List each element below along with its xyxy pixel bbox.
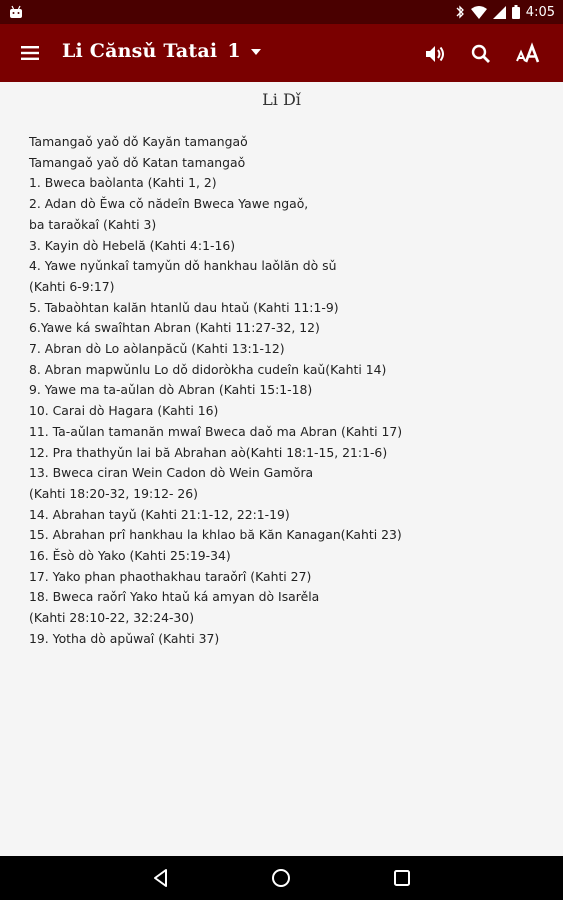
text-line: Tamangaǒ yaǒ dǒ Kayăn tamangaǒ: [29, 134, 248, 149]
dropdown-caret-icon: [251, 49, 261, 55]
navigation-bar: [0, 856, 563, 900]
text-line: 3. Kayin dò Hebelă (Kahti 4:1-16): [29, 237, 236, 253]
battery-icon: [512, 5, 520, 19]
text-line: 9. Yawe ma ta-aǔlan dò Abran (Kahti 15:1-18): [29, 382, 313, 398]
text-line: 12. Pra thathyǔn lai bă Abrahan aò(Kahti 18:1-15, 21:1-6): [29, 444, 388, 460]
text-size-icon[interactable]: [515, 41, 541, 67]
menu-icon[interactable]: [18, 41, 42, 65]
app-bar: [0, 24, 563, 82]
recents-icon[interactable]: [391, 867, 413, 889]
wifi-icon: [471, 6, 487, 19]
text-line: 4. Yawe nyǔnkaî tamyǔn dǒ hankhau laǒlăn dò sǔ: [29, 258, 337, 274]
status-time: 4:05: [525, 4, 555, 20]
android-icon: [8, 4, 24, 20]
text-line: 10. Carai dò Hagara (Kahti 16): [29, 403, 219, 419]
text-line: 5. Tabaòhtan kalăn htanlǔ dau htaǔ (Kahti 11:1-9): [29, 299, 339, 315]
chapter-number: 1: [227, 40, 241, 62]
section-heading: Li Dǐ: [262, 90, 301, 109]
book-chapter-selector[interactable]: [62, 40, 261, 62]
bluetooth-icon: [455, 5, 465, 19]
text-line: 6.Yawe ká swaîhtan Abran (Kahti 11:27-32, 12): [29, 320, 320, 336]
text-line: 1. Bweca baòlanta (Kahti 1, 2): [29, 175, 217, 191]
content-lines: [29, 132, 549, 650]
home-icon[interactable]: [270, 867, 292, 889]
status-bar: [0, 0, 563, 24]
text-line: (Kahti 18:20-32, 19:12- 26): [29, 485, 198, 501]
text-line: 19. Yotha dò apǔwaî (Kahti 37): [29, 630, 220, 646]
back-icon[interactable]: [150, 867, 172, 889]
text-line: 17. Yako phan phaothakhau taraǒrî (Kahti 27): [29, 568, 312, 584]
signal-icon: [493, 6, 506, 19]
text-line: Tamangaǒ yaǒ dǒ Katan tamangaǒ: [29, 154, 246, 170]
text-line: 13. Bweca ciran Wein Cadon dò Wein Gamŏra: [29, 465, 314, 481]
text-line: (Kahti 6-9:17): [29, 278, 115, 294]
status-right: [455, 0, 555, 24]
text-line: 16. Ěsò dò Yako (Kahti 25:19-34): [29, 548, 231, 564]
book-title: Li Cănsǔ Tatai: [62, 40, 218, 62]
text-line: 15. Abrahan prî hankhau la khlao bă Kăn Kanagan(Kahti 23): [29, 527, 402, 543]
text-line: (Kahti 28:10-22, 32:24-30): [29, 610, 195, 626]
volume-icon[interactable]: [422, 41, 448, 67]
text-line: 11. Ta-aǔlan tamanăn mwaî Bweca daǒ ma Abran (Kahti 17): [29, 423, 403, 439]
text-line: 2. Adan dò Ěwa cǒ nădeîn Bweca Yawe ngaǒ,: [29, 196, 309, 212]
reading-pane[interactable]: [0, 82, 563, 856]
text-line: ba taraǒkaî (Kahti 3): [29, 216, 157, 232]
text-line: 7. Abran dò Lo aòlanpăcǔ (Kahti 13:1-12): [29, 341, 285, 357]
text-line: 14. Abrahan tayǔ (Kahti 21:1-12, 22:1-19): [29, 506, 290, 522]
search-icon[interactable]: [468, 41, 494, 67]
text-line: 8. Abran mapwǔnlu Lo dǒ didoròkha cudeîn kaǔ(Kahti 14): [29, 361, 387, 377]
text-line: 18. Bweca raǒrî Yako htaǔ ká amyan dò Isarěla: [29, 589, 320, 605]
